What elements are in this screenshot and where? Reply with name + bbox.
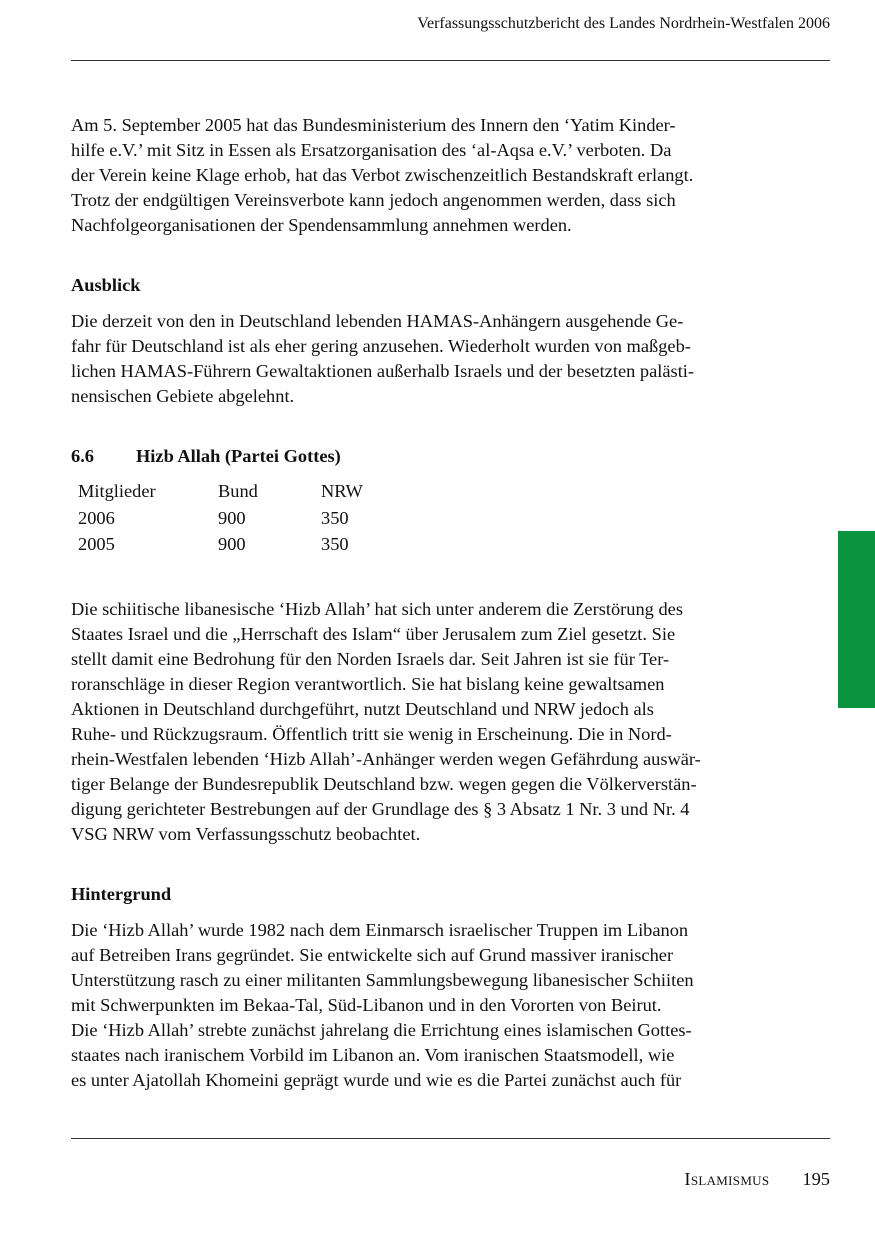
hintergrund-paragraph [71,918,781,1093]
table-row [78,505,401,532]
text-line: der Verein keine Klage erhob, hat das Verbot zwischenzeitlich Bestandskraft erlangt. [71,165,694,185]
text-line: Aktionen in Deutschland durchgeführt, nutzt Deutschland und NRW jedoch als [71,698,654,719]
table-row [78,531,401,558]
hintergrund-heading: Hintergrund [71,883,172,904]
section-heading [71,444,781,469]
text-line: Trotz der endgültigen Vereinsverbote kann jedoch angenommen werden, dass sich [71,190,676,210]
text-line: Die derzeit von den in Deutschland lebenden HAMAS-Anhängern ausgehende Ge- [71,311,684,331]
text-line: rhein-Westfalen lebenden ‘Hizb Allah’-Anhänger werden wegen Gefährdung auswär- [71,748,701,769]
table-header-cell: Mitglieder [78,481,156,501]
text-line: hilfe e.V.’ mit Sitz in Essen als Ersatzorganisation des ‘al-Aqsa e.V.’ verboten. Da [71,140,672,160]
text-line: auf Betreiben Irans gegründet. Sie entwickelte sich auf Grund massiver iranischer [71,944,674,965]
text-line: Ruhe- und Rückzugsraum. Öffentlich tritt sie wenig in Erscheinung. Die in Nord- [71,723,672,744]
page-body [71,113,781,1093]
text-line: Die ‘Hizb Allah’ strebte zunächst jahrelang die Errichtung eines islamischen Gottes- [71,1019,692,1040]
text-line: fahr für Deutschland ist als eher gering anzusehen. Wiederholt wurden von maßgeb- [71,336,691,356]
table-header-row [78,478,401,505]
text-line: roranschläge in dieser Region verantwortlich. Sie hat bislang keine gewaltsamen [71,673,665,694]
text-line: Staates Israel und die „Herrschaft des Islam“ über Jerusalem zum Ziel gesetzt. Sie [71,623,676,644]
section-title: Hizb Allah (Partei Gottes) [136,446,341,466]
text-line: Die ‘Hizb Allah’ wurde 1982 nach dem Einmarsch israelischer Truppen im Libanon [71,919,689,940]
ausblick-heading: Ausblick [71,275,141,295]
description-paragraph [71,597,781,847]
table-cell: 900 [218,507,246,528]
text-line: Nachfolgeorganisationen der Spendensammlung annehmen werden. [71,215,572,235]
text-line: staates nach iranischem Vorbild im Libanon an. Vom iranischen Staatsmodell, wie [71,1044,675,1065]
text-line: stellt damit eine Bedrohung für den Norden Israels dar. Seit Jahren ist sie für Ter- [71,648,670,669]
table-header-cell: NRW [321,481,363,501]
text-line: mit Schwerpunkten im Bekaa-Tal, Süd-Libanon und in den Vororten von Beirut. [71,994,662,1015]
chapter-tab-marker [838,531,875,708]
text-line: es unter Ajatollah Khomeini geprägt wurde und wie es die Partei zunächst auch für [71,1069,682,1090]
text-line: tiger Belange der Bundesrepublik Deutschland bzw. wegen gegen die Völkerverstän- [71,773,697,794]
members-table [78,478,401,558]
table-cell: 350 [321,534,349,554]
footer-section-label: Islamismus [684,1169,770,1189]
page-number: 195 [802,1169,830,1189]
table-cell: 350 [321,507,349,528]
text-line: Unterstützung rasch zu einer militanten Sammlungsbewegung libanesischer Schiiten [71,969,694,990]
header-rule [71,60,830,61]
table-cell: 2005 [78,534,115,554]
section-number: 6.6 [71,446,94,466]
intro-paragraph [71,113,781,238]
text-line: lichen HAMAS-Führern Gewaltaktionen außerhalb Israels und der besetzten palästi- [71,361,695,381]
text-line: digung gerichteter Bestrebungen auf der Grundlage des § 3 Absatz 1 Nr. 3 und Nr. 4 [71,798,690,819]
table-cell: 900 [218,534,246,554]
page-footer [684,1167,830,1191]
text-line: Die schiitische libanesische ‘Hizb Allah’ hat sich unter anderem die Zerstörung des [71,598,683,619]
running-header: Verfassungsschutzbericht des Landes Nordrhein-Westfalen 2006 [417,15,830,32]
table-header-cell: Bund [218,481,258,501]
text-line: VSG NRW vom Verfassungsschutz beobachtet. [71,823,421,844]
ausblick-paragraph [71,309,781,409]
text-line: Am 5. September 2005 hat das Bundesministerium des Innern den ‘Yatim Kinder- [71,115,676,135]
footer-rule [71,1138,830,1139]
text-line: nensischen Gebiete abgelehnt. [71,386,295,406]
table-cell: 2006 [78,507,115,528]
